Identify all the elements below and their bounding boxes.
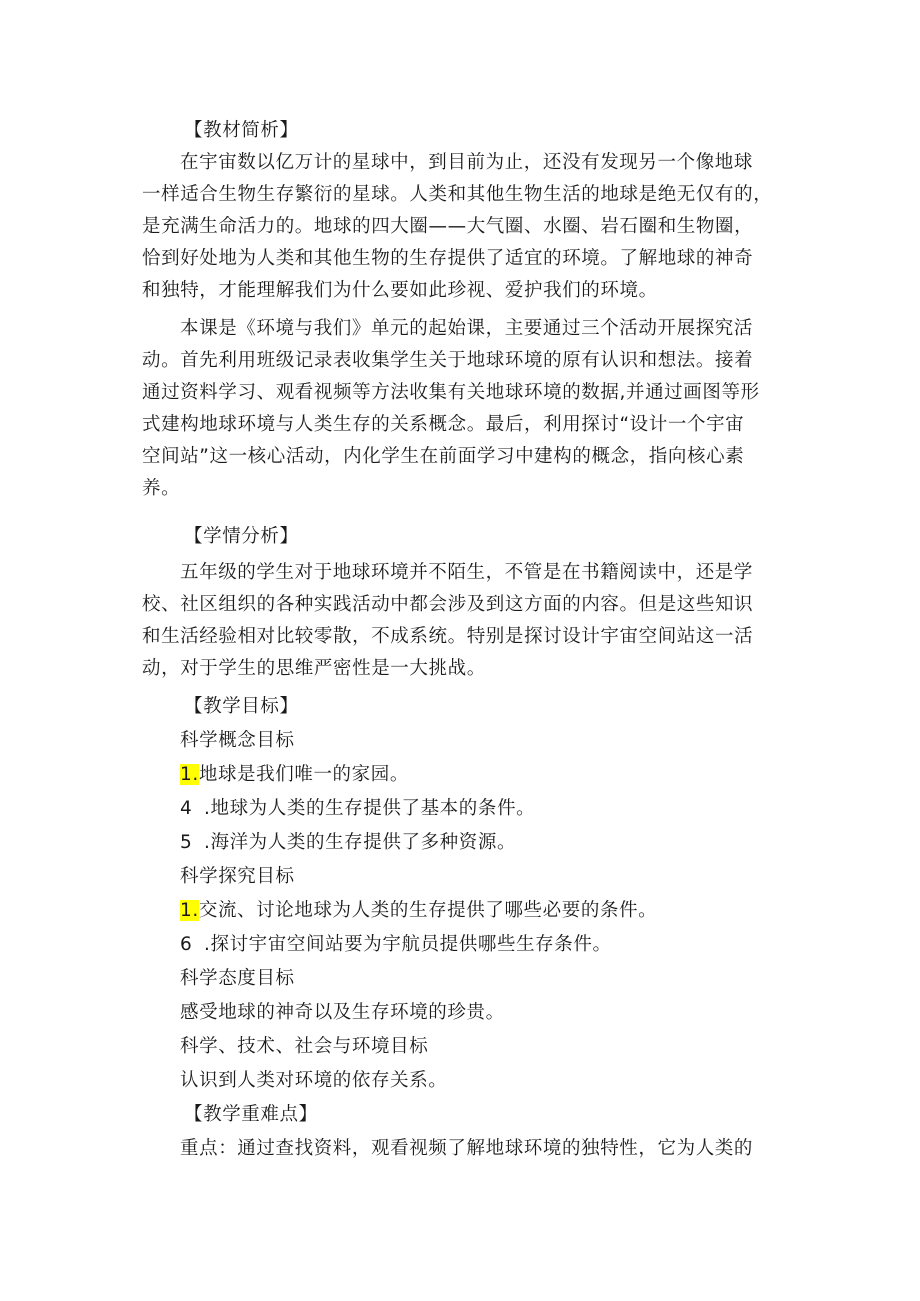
student-p1-line-4: 动，对于学生的思维严密性是一大挑战。 — [142, 658, 486, 679]
analysis-heading: 【教材简析】 — [184, 120, 299, 141]
inquiry-item-number: 6 — [180, 934, 193, 955]
analysis-p1-line-4: 恰到好处地为人类和其他生物的生存提供了适宜的环境。了解地球的神奇 — [142, 248, 754, 269]
analysis-p2-line-6: 养。 — [142, 478, 181, 499]
sts-text: 认识到人类对环境的依存关系。 — [180, 1070, 448, 1091]
inquiry-heading: 科学探究目标 — [180, 866, 295, 887]
keypoints-heading: 【教学重难点】 — [184, 1104, 318, 1125]
analysis-p1-line-3: 是充满生命活力的。地球的四大圈——大气圈、水圈、岩石圈和生物圈， — [142, 216, 754, 237]
analysis-p2-line-1: 本课是《环境与我们》单元的起始课，主要通过三个活动开展探究活 — [180, 318, 754, 339]
concept-item-number: 1. — [180, 764, 199, 785]
concept-item — [180, 760, 409, 790]
sts-heading: 科学、技术、社会与环境目标 — [180, 1036, 429, 1057]
concept-item-text: .地球为人类的生存提供了基本的条件。 — [204, 798, 536, 819]
concept-item-text: 地球是我们唯一的家园。 — [198, 764, 409, 785]
inquiry-item-number: 1. — [180, 900, 199, 921]
analysis-p2-line-5: 空间站”这一核心活动，内化学生在前面学习中建构的概念，指向核心素 — [142, 446, 745, 467]
inquiry-item — [180, 896, 657, 926]
student-heading: 【学情分析】 — [184, 526, 299, 547]
analysis-p2-line-2: 动。首先利用班级记录表收集学生关于地球环境的原有认识和想法。接着 — [142, 350, 754, 371]
concept-item — [180, 794, 535, 824]
goals-heading: 【教学目标】 — [184, 696, 299, 717]
analysis-p2-line-3: 通过资料学习、观看视频等方法收集有关地球环境的数据,并通过画图等形 — [142, 382, 760, 403]
concept-item-number: 5 — [180, 832, 193, 853]
student-p1-line-1: 五年级的学生对于地球环境并不陌生，不管是在书籍阅读中，还是学 — [180, 562, 754, 583]
student-p1-line-2: 校、社区组织的各种实践活动中都会涉及到这方面的内容。但是这些知识 — [142, 594, 754, 615]
analysis-p1-line-5: 和独特，才能理解我们为什么要如此珍视、爱护我们的环境。 — [142, 280, 658, 301]
student-p1-line-3: 和生活经验相对比较零散，不成系统。特别是探讨设计宇宙空间站这一活 — [142, 626, 754, 647]
concept-item — [180, 828, 516, 858]
inquiry-item-text: 交流、讨论地球为人类的生存提供了哪些必要的条件。 — [198, 900, 658, 921]
inquiry-item-text: .探讨宇宙空间站要为宇航员提供哪些生存条件。 — [204, 934, 612, 955]
analysis-p1-line-2: 一样适合生物生存繁衍的星球。人类和其他生物生活的地球是绝无仅有的， — [142, 184, 773, 205]
attitude-heading: 科学态度目标 — [180, 968, 295, 989]
keypoints-text: 重点：通过查找资料，观看视频了解地球环境的独特性，它为人类的 — [180, 1138, 754, 1159]
attitude-text: 感受地球的神奇以及生存环境的珍贵。 — [180, 1002, 505, 1023]
analysis-p1-line-1: 在宇宙数以亿万计的星球中，到目前为止，还没有发现另一个像地球 — [180, 152, 754, 173]
inquiry-item — [180, 930, 612, 960]
analysis-p2-line-4: 式建构地球环境与人类生存的关系概念。最后，利用探讨“设计一个宇宙 — [142, 414, 745, 435]
concept-heading: 科学概念目标 — [180, 730, 295, 751]
concept-item-text: .海洋为人类的生存提供了多种资源。 — [204, 832, 517, 853]
concept-item-number: 4 — [180, 798, 193, 819]
